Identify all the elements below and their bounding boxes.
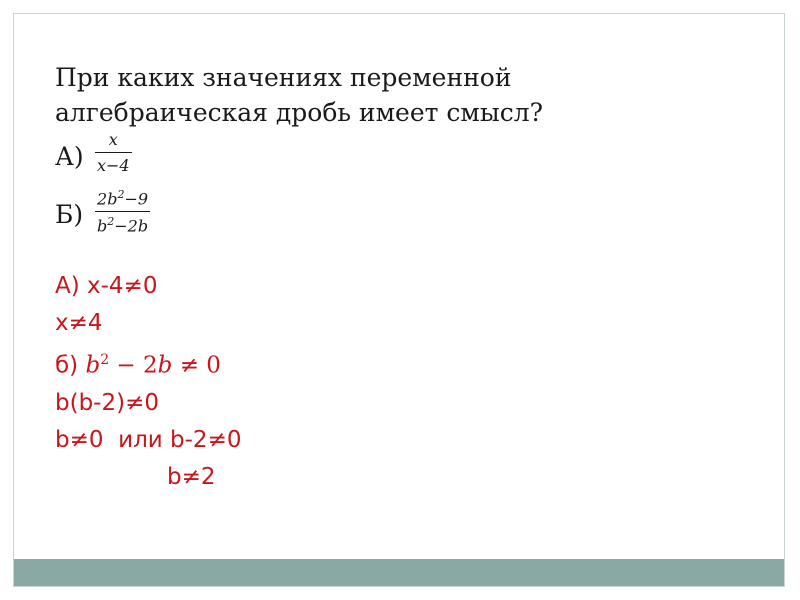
- option-b-numerator: [95, 188, 150, 208]
- option-a: [55, 130, 715, 188]
- answer-line-3-tail: ≠ 0: [172, 352, 221, 379]
- answer-line-3-base: b: [85, 352, 101, 379]
- option-b-den-rest: −2b: [114, 216, 149, 236]
- option-a-denominator: x−4: [97, 156, 130, 175]
- option-a-label: А): [55, 142, 84, 171]
- fraction-bar: [95, 152, 132, 153]
- answer-line-6: b≠2: [167, 463, 216, 490]
- slide-content: [55, 60, 715, 496]
- answer-block: [55, 268, 715, 496]
- answer-line-2: x≠4: [55, 310, 103, 336]
- option-a-numerator: x: [108, 130, 118, 149]
- answer-line-3-rest: − 2: [109, 352, 158, 379]
- option-b-den-base: b: [97, 216, 108, 236]
- answer-line-5: b≠0 или b-2≠0: [55, 426, 242, 453]
- answer-line-4: b(b-2)≠0: [55, 389, 159, 416]
- answer-line-3-exp: 2: [100, 352, 110, 368]
- option-b-den-exp: 2: [107, 215, 115, 229]
- answer-line-3-prefix: б): [55, 352, 86, 379]
- option-b-num-base: 2b: [97, 189, 118, 209]
- option-b-fraction: [95, 188, 150, 236]
- option-b-label: Б): [55, 200, 84, 229]
- option-b-num-rest: −9: [124, 189, 149, 209]
- slide-bottom-band: [14, 559, 784, 586]
- answer-line-3: [55, 342, 715, 385]
- option-a-fraction: [95, 130, 132, 175]
- fraction-bar: [95, 211, 150, 212]
- question-line-2: алгебраическая дробь имеет смысл?: [55, 98, 544, 127]
- question-text: [55, 60, 715, 130]
- option-b-num-exp: 2: [117, 188, 125, 201]
- answer-line-3-b: b: [157, 352, 173, 379]
- option-b: [55, 188, 715, 246]
- answer-line-1: А) x-4≠0: [55, 273, 158, 299]
- option-b-denominator: [95, 215, 150, 235]
- question-line-1: При каких значениях переменной: [55, 63, 512, 92]
